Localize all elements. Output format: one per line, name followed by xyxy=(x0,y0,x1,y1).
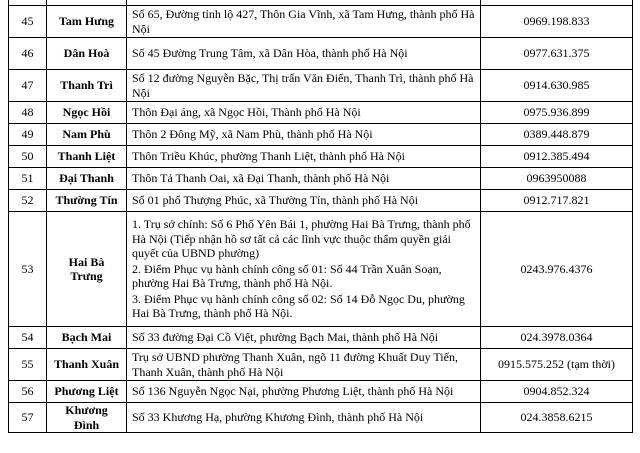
address-line: Số 01 phố Thượng Phúc, xã Thường Tín, thành phố Hà Nội xyxy=(132,193,419,208)
row-number: 56 xyxy=(9,381,47,403)
address-line: 2. Điểm Phục vụ hành chính công số 01: Số 44 Trần Xuân Soạn, phường Hai Bà Trưng, thành phố Hà Nội. xyxy=(132,261,442,291)
ward-name: Hai Bà Trưng xyxy=(47,212,127,327)
row-number: 49 xyxy=(9,124,47,146)
phone-number: 0969.198.833 xyxy=(481,6,633,38)
address-line: Số 33 Khương Hạ, phường Khương Đình, thành phố Hà Nội xyxy=(132,410,424,425)
address-cell xyxy=(127,403,481,433)
table-body xyxy=(9,0,633,433)
row-number: 53 xyxy=(9,212,47,327)
phone-number: 024.3978.0364 xyxy=(481,327,633,349)
row-number: 51 xyxy=(9,168,47,190)
address-cell xyxy=(127,349,481,381)
row-number: 57 xyxy=(9,403,47,433)
address-line: Số 33 đường Đại Cồ Việt, phường Bạch Mai, thành phố Hà Nội xyxy=(132,330,439,345)
address-line: Số 45 Đường Trung Tâm, xã Dân Hòa, thành phố Hà Nội xyxy=(132,46,408,61)
address-cell xyxy=(127,190,481,212)
address-line: 1. Trụ sở chính: Số 6 Phố Yên Bái 1, phường Hai Bà Trưng, thành phố Hà Nội (Tiếp nhận hồ sơ tất cả các lĩnh vực thuộc thẩm quyền giải quyết của UBND phường) xyxy=(132,217,471,261)
ward-name: Thường Tín xyxy=(47,190,127,212)
address-line: 3. Điểm Phục vụ hành chính công số 02: Số 14 Đỗ Ngọc Du, phường Hai Bà Trưng, thành phố Hà Nội. xyxy=(132,291,465,321)
row-number: 47 xyxy=(9,70,47,102)
phone-number: 0912.717.821 xyxy=(481,190,633,212)
row-number: 54 xyxy=(9,327,47,349)
table-row xyxy=(9,349,633,381)
row-number: 45 xyxy=(9,6,47,38)
table-row xyxy=(9,168,633,190)
address-line: Số 65, Đường tỉnh lộ 427, Thôn Gia Vĩnh, xã Tam Hưng, thành phố Hà Nội xyxy=(132,7,475,36)
address-line: Số 12 đường Nguyễn Bặc, Thị trấn Văn Điển, Thanh Trì, thành phố Hà Nội xyxy=(132,71,474,100)
phone-number: 0977.631.375 xyxy=(481,38,633,70)
table-row xyxy=(9,403,633,433)
table-row xyxy=(9,124,633,146)
row-number: 48 xyxy=(9,102,47,124)
ward-name: Thanh Xuân xyxy=(47,349,127,381)
ward-name: Thanh Liệt xyxy=(47,146,127,168)
phone-number: 0914.630.985 xyxy=(481,70,633,102)
row-number: 50 xyxy=(9,146,47,168)
address-line: Thôn Triều Khúc, phường Thanh Liệt, thành phố Hà Nội xyxy=(132,149,405,164)
table-row xyxy=(9,190,633,212)
table-row xyxy=(9,212,633,327)
address-cell xyxy=(127,70,481,102)
address-line: Thôn Tả Thanh Oai, xã Đại Thanh, thành phố Hà Nội xyxy=(132,171,390,186)
ward-name: Thanh Trì xyxy=(47,70,127,102)
ward-name: Phương Liệt xyxy=(47,381,127,403)
address-cell xyxy=(127,212,481,327)
table-row xyxy=(9,327,633,349)
table-row xyxy=(9,70,633,102)
table-row xyxy=(9,381,633,403)
table-row xyxy=(9,146,633,168)
document-page xyxy=(8,0,632,433)
ward-name: Ngọc Hồi xyxy=(47,102,127,124)
ward-name: Đại Thanh xyxy=(47,168,127,190)
phone-number: 0912.385.494 xyxy=(481,146,633,168)
address-cell xyxy=(127,6,481,38)
ward-name: Khương Đình xyxy=(47,403,127,433)
address-cell xyxy=(127,124,481,146)
phone-number: 0963950088 xyxy=(481,168,633,190)
address-cell xyxy=(127,102,481,124)
phone-number: 024.3858.6215 xyxy=(481,403,633,433)
table-row xyxy=(9,6,633,38)
ward-name: Dân Hoà xyxy=(47,38,127,70)
row-number: 55 xyxy=(9,349,47,381)
office-table xyxy=(8,0,633,433)
address-cell xyxy=(127,146,481,168)
address-cell xyxy=(127,168,481,190)
row-number: 46 xyxy=(9,38,47,70)
table-row xyxy=(9,102,633,124)
phone-number: 0904.852.324 xyxy=(481,381,633,403)
table-row xyxy=(9,38,633,70)
address-line: Thôn 2 Đông Mỹ, xã Nam Phù, thành phố Hà Nội xyxy=(132,127,373,142)
ward-name: Tam Hưng xyxy=(47,6,127,38)
address-line: Số 136 Nguyễn Ngọc Nại, phường Phương Liệt, thành phố Hà Nội xyxy=(132,384,454,399)
ward-name: Nam Phù xyxy=(47,124,127,146)
address-line: Thôn Đại áng, xã Ngọc Hồi, Thành phố Hà Nội xyxy=(132,105,361,120)
phone-number: 0243.976.4376 xyxy=(481,212,633,327)
address-cell xyxy=(127,327,481,349)
phone-number: 0975.936.899 xyxy=(481,102,633,124)
address-cell xyxy=(127,381,481,403)
ward-name: Bạch Mai xyxy=(47,327,127,349)
address-cell xyxy=(127,38,481,70)
row-number: 52 xyxy=(9,190,47,212)
phone-number: 0915.575.252 (tạm thời) xyxy=(481,349,633,381)
address-line: Trụ sở UBND phường Thanh Xuân, ngõ 11 đường Khuất Duy Tiến, Thanh Xuân, thành phố Hà Nội xyxy=(132,350,458,379)
phone-number: 0389.448.879 xyxy=(481,124,633,146)
